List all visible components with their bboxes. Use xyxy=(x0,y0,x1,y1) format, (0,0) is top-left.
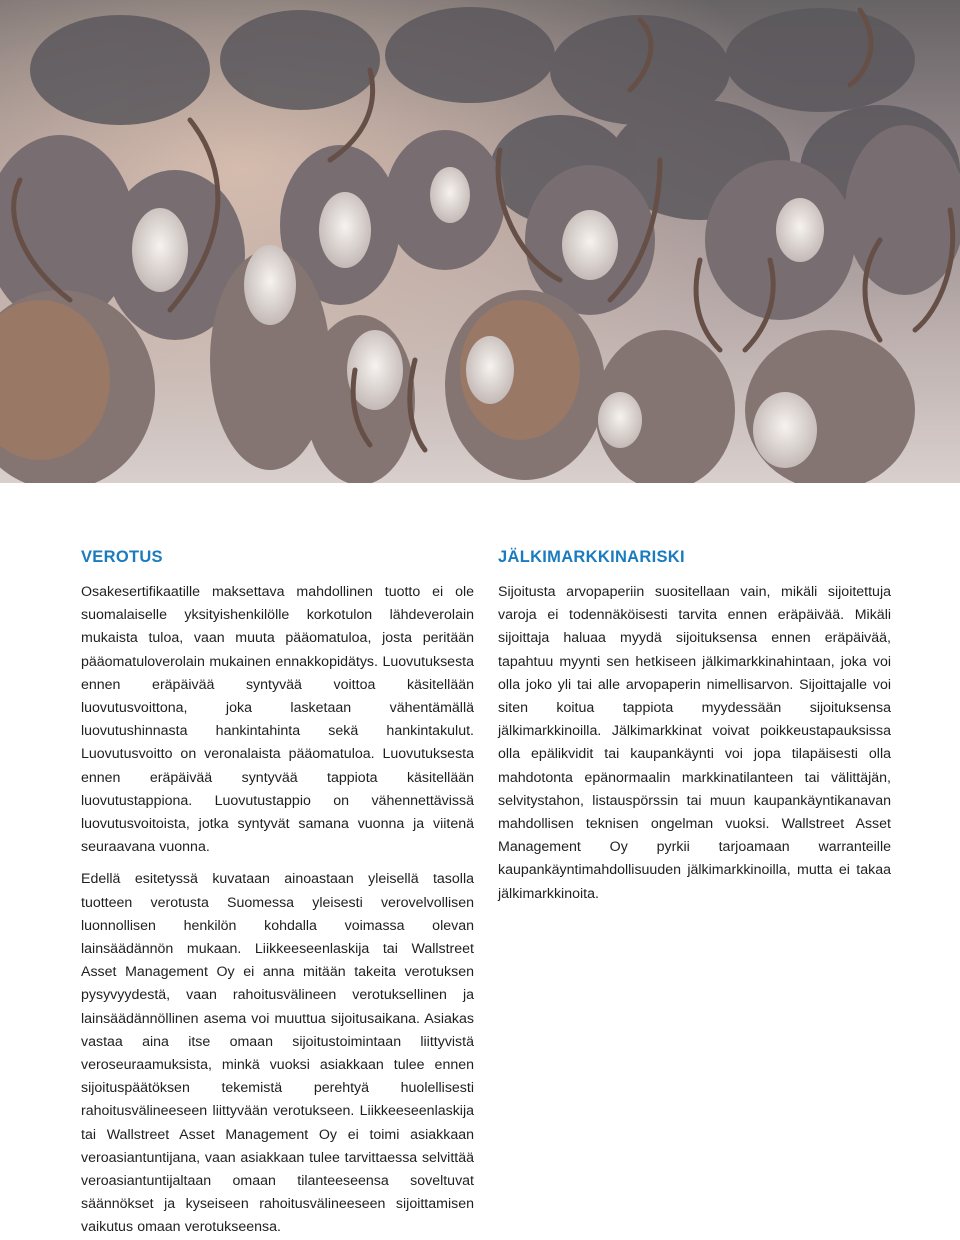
secondary-market-risk-paragraph: Sijoitusta arvopaperiin suositellaan vain, mikäli sijoitettuja varoja ei todennäköisesti tarvita ennen eräpäivää. Mikäli sijoittaja haluaa myydä sijoituksensa ennen eräpäivää, tapahtuu myynti sen hetkiseen jälkimarkkinahintaan, joka voi olla joko yli tai alle arvopaperin nimellisarvon. Sijoittajalle voi siten koitua tappiota myydessään sijoituksensa jälkimarkkinoilla. Jälkimarkkinat voivat poikkeustapauksissa olla epälikvidit tai kaupankäynti voi jopa tilapäisesti olla mahdotonta epänormaalin markkinatilanteen tai välittäjän, selvitystahon, listauspörssin tai muun kaupankäyntikanavan mahdollisen teknisen ongelman vuoksi. Wallstreet Asset Management Oy pyrkii tarjoamaan warranteille kaupankäyntimahdollisuuden jälkimarkkinoilla, mutta ei takaa jälkimarkkinoita. xyxy=(498,584,891,902)
taxation-paragraph-2: Edellä esitetyssä kuvataan ainoastaan yleisellä tasolla tuotteen verotusta Suomessa yleisesti verovelvollisen luonnollisen henkilön kohdalla voimassa olevan lainsäädännön mukaan. Liikkeeseenlaskija tai Wallstreet Asset Management Oy ei anna mitään takeita verotuksen pysyvyydestä, vaan rahoitusvälineen verotuksellinen ja lainsäädännöllinen asema voi muuttua sijoitusaikana. Asiakas vastaa aina itse omaan sijoitustoimintaan liittyvistä veroseuraamuksista, minkä vuoksi asiakkaan tulee ennen sijoituspäätöksen tekemistä perehtyä huolellisesti rahoitusvälineeseen liittyvään verotukseen. Liikkeeseenlaskija tai Wallstreet Asset Management Oy ei toimi asiakkaan veroasiantuntijana, vaan asiakkaan tulee tarvittaessa selvittää veroasiantuntijaltaan omaan tilanteeseensa soveltuvat säännökset ja kyseiseen rahoitusvälineeseen sijoittamisen vaikutus omaan verotukseensa. xyxy=(81,871,474,1236)
taxation-paragraph-1: Osakesertifikaatille maksettava mahdollinen tuotto ei ole suomalaiselle yksityishenkilölle korkotulon lähdeverolain mukaista tuloa, vaan muuta pääomatuloa, josta peritään pääomatuloverolain mukainen ennakkopidätys. Luovutuksesta ennen eräpäivää syntyvää voittoa käsitellään luovutusvoittona, joka lasketaan vähentämällä luovutushinnasta hankintahinta sekä hankintakulut. Luovutusvoitto on veronalaista pääomatuloa. Luovutuksesta ennen eräpäivää syntyvää tappiota käsitellään luovutustappiona. Luovutustappio on vähennettävissä luovutusvoitoista, jotka syntyvät samana vuonna ja viitenä seuraavana vuonna. xyxy=(81,584,474,856)
taxation-section xyxy=(81,546,474,1240)
taxation-heading: VEROTUS xyxy=(81,548,163,566)
secondary-market-risk-heading: JÄLKIMARKKINARISKI xyxy=(498,548,685,566)
secondary-market-risk-section xyxy=(498,546,891,906)
reindeer-herd-illustration xyxy=(0,0,960,483)
hero-reindeer-photo xyxy=(0,0,960,483)
